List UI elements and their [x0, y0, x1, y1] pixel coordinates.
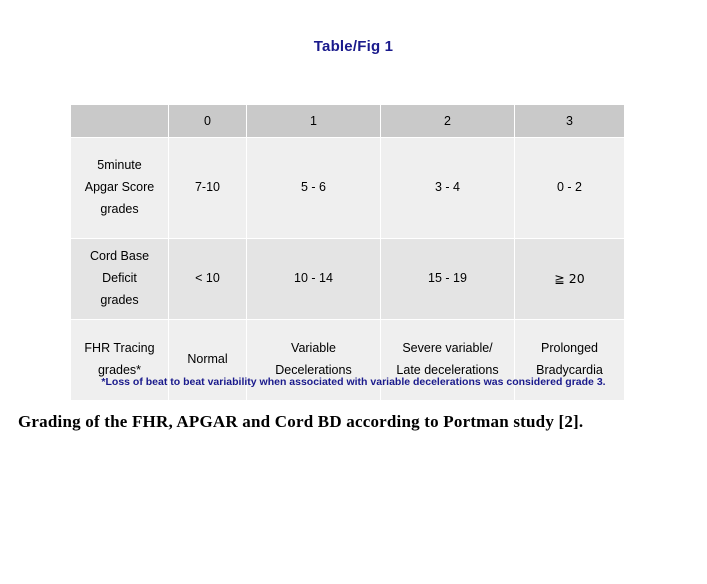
table-corner-cell [71, 105, 169, 138]
table-row [71, 138, 625, 239]
cell-line: Normal [187, 352, 228, 367]
cell-line: 3 - 4 [434, 180, 460, 195]
page-title: Table/Fig 1 [313, 38, 394, 55]
figure-caption: Grading of the FHR, APGAR and Cord BD according to Portman study [2]. [18, 412, 584, 431]
cell-fhr-2 [381, 320, 515, 401]
cell-line: ≧ 20 [554, 271, 585, 287]
cell-line: 7-10 [194, 180, 221, 195]
cell-apgar-2 [381, 138, 515, 239]
row-label-line: grades [100, 292, 139, 307]
column-header-1: 1 [247, 105, 381, 138]
column-header-2: 2 [381, 105, 515, 138]
cell-fhr-3 [515, 320, 625, 401]
row-label-line: grades [100, 201, 139, 216]
column-header-0: 0 [169, 105, 247, 138]
table-row [71, 239, 625, 320]
cell-line: Decelerations [275, 363, 352, 377]
row-label-line: FHR Tracing [84, 341, 155, 356]
cell-line: Severe variable/ [402, 341, 493, 356]
row-label-line: 5minute [97, 158, 142, 173]
cell-fhr-1 [247, 320, 381, 401]
row-label-line: Deficit [102, 271, 137, 286]
row-label-line: Apgar Score [84, 180, 155, 195]
grades-table [70, 104, 625, 401]
row-label-line: grades* [97, 363, 142, 377]
table-footnote: *Loss of beat to beat variability when associated with variable decelerations was considered grade 3. [101, 376, 606, 388]
cell-apgar-3 [515, 138, 625, 239]
cell-cordbd-1 [247, 239, 381, 320]
table-header-row [71, 105, 625, 138]
row-label-cord-base-deficit [71, 239, 169, 320]
row-label-apgar [71, 138, 169, 239]
cell-line: 5 - 6 [300, 180, 326, 195]
table-row [71, 320, 625, 401]
cell-apgar-0 [169, 138, 247, 239]
cell-fhr-0 [169, 320, 247, 401]
cell-cordbd-2 [381, 239, 515, 320]
cell-line: 0 - 2 [556, 180, 582, 195]
row-label-fhr-tracing [71, 320, 169, 401]
cell-line: Bradycardia [536, 363, 603, 377]
cell-cordbd-3 [515, 239, 625, 320]
row-label-line: Cord Base [89, 249, 150, 264]
cell-line: Variable [291, 341, 336, 356]
cell-line: 15 - 19 [428, 271, 467, 286]
column-header-3: 3 [515, 105, 625, 138]
cell-line: < 10 [195, 271, 220, 286]
grades-table-container [70, 104, 624, 401]
cell-apgar-1 [247, 138, 381, 239]
cell-cordbd-0 [169, 239, 247, 320]
cell-line: 10 - 14 [294, 271, 333, 286]
cell-line: Prolonged [541, 341, 598, 356]
cell-line: Late decelerations [396, 363, 499, 377]
